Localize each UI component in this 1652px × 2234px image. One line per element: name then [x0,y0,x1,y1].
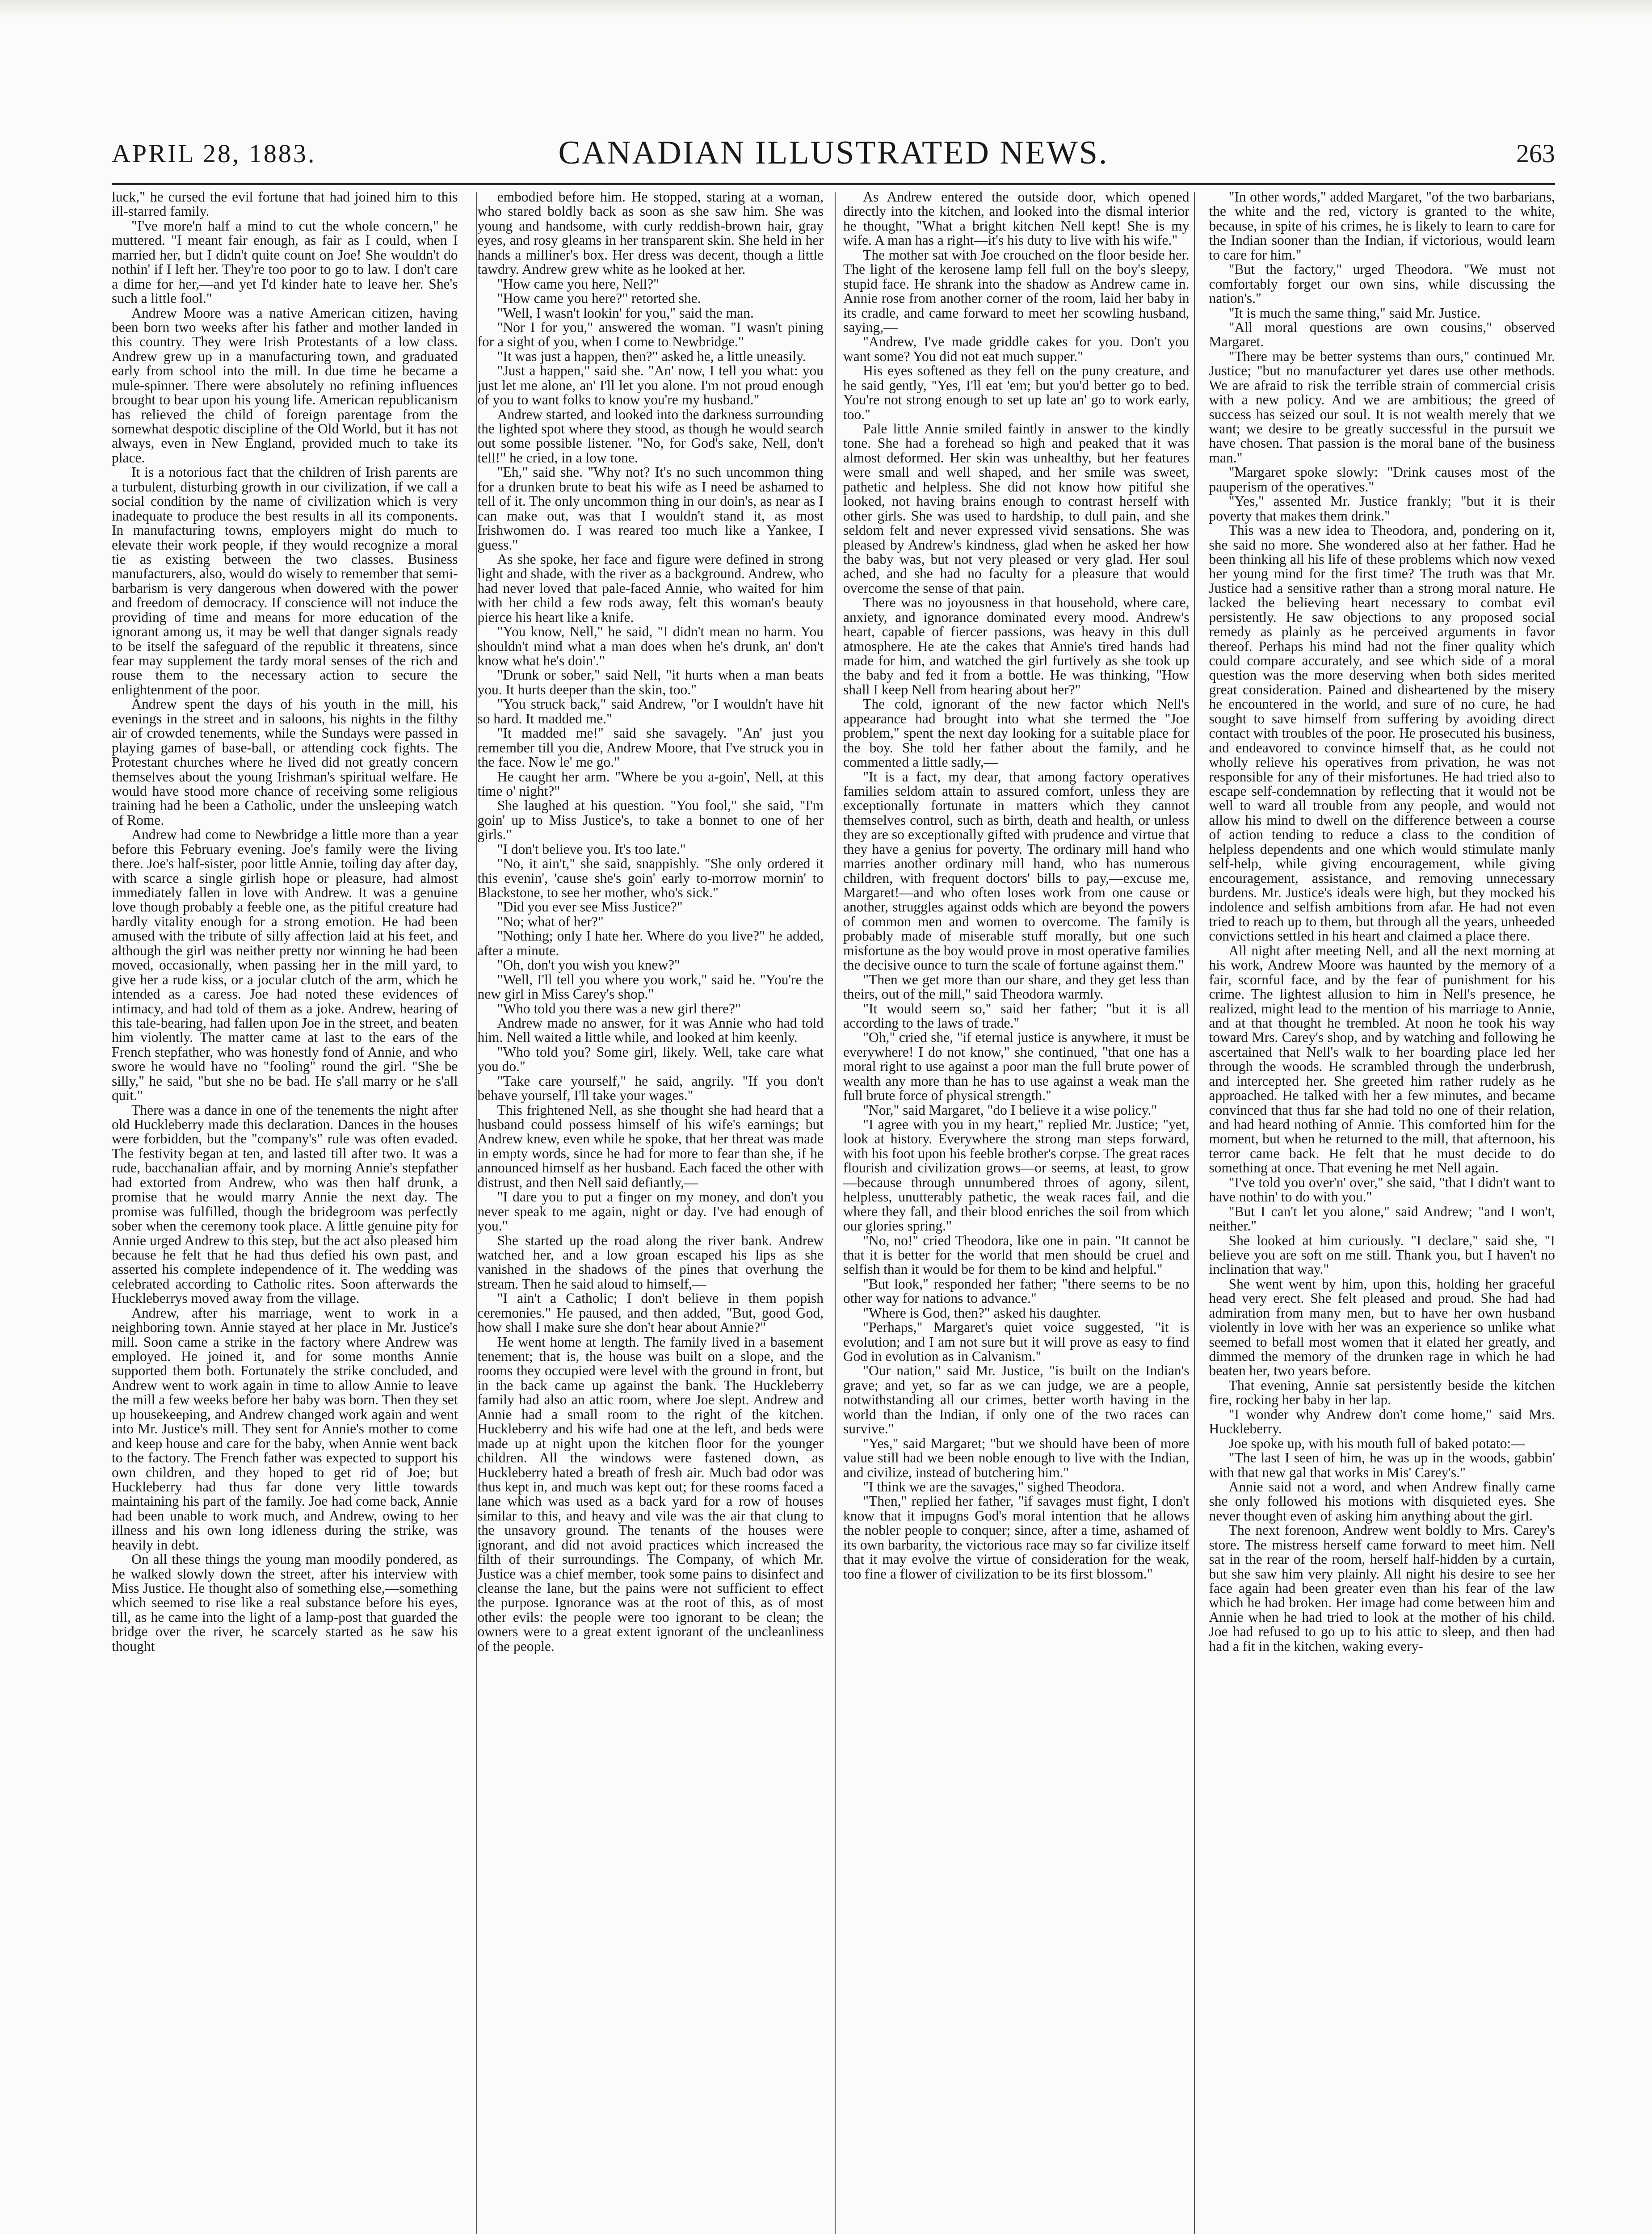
article-paragraph: "I agree with you in my heart," replied Mr. Justice; "yet, look at history. Everywhere the strong man steps forward, with his foot upon his feeble brother's corpse. The great races flourish and civilization grows—or seems, at least, to grow—because through unnumbered throes of agony, silent, helpless, unutterably pathetic, the weak races fail, and die where they fall, and their blood enriches the soil from which our glories spring." [843,1117,1190,1234]
article-paragraph: "You struck back," said Andrew, "or I wouldn't have hit so hard. It madded me." [477,696,824,726]
article-paragraph: "Drunk or sober," said Nell, "it hurts when a man beats you. It hurts deeper than the skin, too." [477,667,824,697]
article-paragraph: Annie said not a word, and when Andrew finally came she only followed his motions with disquieted eyes. She never thought even of asking him anything about the girl. [1209,1478,1555,1524]
article-paragraph: "It is much the same thing," said Mr. Justice. [1228,305,1481,321]
article-paragraph: She laughed at his question. "You fool," she said, "I'm goin' up to Miss Justice's, to take a bonnet to one of her girls." [477,798,824,843]
article-paragraph: "You know, Nell," he said, "I didn't mean no harm. You shouldn't mind what a man does when he's drunk, an' don't know what he's doin'." [477,624,824,668]
article-paragraph: This was a new idea to Theodora, and, pondering on it, she said no more. She wondered also at her father. Had he been thinking all his life of these problems which now vexed her young mind for the first time? The truth was that Mr. Justice had a sensitive rather than a strong moral nature. He lacked the believing heart necessary to combat evil persistently. He saw objections to any proposed social remedy as plainly as he perceived arguments in favor thereof. Perhaps his mind had not the finer quality which could compare accurately, and see which side of a moral question was the more deserving when both sides merited great consideration. Pained and disheartened by the misery he encountered in the world, and sure of no cure, he had sought to save himself from suffering by avoiding direct contact with troubles of the poor. He prosecuted his business, and endeavored to convince himself that, as he could not wholly relieve his operatives from privation, he was not responsible for any of their misfortunes. He had tried also to escape self-condemnation by reflecting that it would not be well to ward all trouble from any people, and would not allow his mind to dwell on the difference between a course of action tending to reduce a class to the condition of helpless dependents and one which would stimulate manly self-help, while giving encouragement, while giving encouragement, assistance, and removing unnecessary burdens. Mr. Justice's ideals were high, but they mocked his indolence and selfish ambitions from afar. He had not even tried to reach up to them, but through all the years, unheeded convictions settled in his heart and claimed a place there. [1209,522,1555,944]
article-paragraph: "I've more'n half a mind to cut the whole concern," he muttered. "I meant fair enough, as fair as I could, when I married her, but I didn't quite count on Joe! She wouldn't do nothin' if I left her. They're too poor to go to law. I don't care a dime for her,—and yet I'd kinder hate to leave her. She's such a little fool." [112,218,458,307]
article-paragraph: "Then we get more than our share, and they get less than theirs, out of the mill," said Theodora warmly. [843,971,1190,1002]
article-paragraph: That evening, Annie sat persistently beside the kitchen fire, rocking her baby in her lap. [1209,1377,1555,1408]
article-paragraph: "No, it ain't," she said, snappishly. "She only ordered it this evenin', 'cause she's goin' early to-morrow mornin' to Blackstone, to see her mother, who's sick." [477,856,824,900]
article-paragraph: "How came you here?" retorted she. [497,290,701,307]
article-paragraph: Andrew had come to Newbridge a little more than a year before this February evening. Joe's family were the living there. Joe's half-sister, poor little Annie, toiling day after day, with scarce a single girlish hope or pleasure, had almost immediately fallen in love with Andrew. It was a genuine love though probably a feeble one, as the pitiful creature had hardly vitality enough for a strong emotion. He had been amused with the tribute of silly affection laid at his feet, and although the girl was neither pretty nor winning he had been moved, occasionally, when passing her in the mill yard, to give her a rude kiss, or a jocular clutch of the arm, which he intended as a caress. Joe had noted these evidences of intimacy, and had told of them as a joke. Andrew, hearing of this tale-bearing, had fallen upon Joe in the street, and beaten him violently. The matter came at last to the ears of the French stepfather, who was honestly fond of Annie, and who swore he would have no "fooling" round the girl. "She be silly," he said, "but she no be bad. He s'all marry or he s'all quit." [112,827,458,1104]
article-paragraph: "Then," replied her father, "if savages must fight, I don't know that it impugns God's moral intention that he allows the nobler people to conquer; since, after a time, ashamed of its own barbarity, the victorious race may so far civilize itself that it may evolve the virtue of consideration for the weak, too fine a flower of civilization to be its first blossom." [843,1493,1190,1582]
article-paragraph: "Did you ever see Miss Justice?" [497,899,683,915]
masthead-title: CANADIAN ILLUSTRATED NEWS. [558,134,1109,171]
article-paragraph: "I wonder why Andrew don't come home," said Mrs. Huckleberry. [1209,1406,1555,1437]
article-paragraph: The next forenoon, Andrew went boldly to Mrs. Carey's store. The mistress herself came forward to meet him. Nell sat in the rear of the room, herself half-hidden by a curtain, but she saw him very plainly. All night his desire to see her face again had been greater even than his fear of the law which he had broken. Her image had come between him and Annie when he had tried to look at the mother of his child. Joe had refused to go up to his attic to sleep, and then had had a fit in the kitchen, waking every- [1209,1522,1555,1654]
article-paragraph: "Where is God, then?" asked his daughter. [863,1305,1101,1321]
article-paragraph: "I dare you to put a finger on my money, and don't you never speak to me again, night or day. I've had enough of you." [477,1189,824,1234]
article-paragraph: "Oh," cried she, "if eternal justice is anywhere, it must be everywhere! I do not know," she continued, "that one has a moral right to use against a poor man the full brute power of wealth any more than he has to use against a weak man the full brute force of physical strength." [843,1029,1190,1104]
article-paragraph: All night after meeting Nell, and all the next morning at his work, Andrew Moore was haunted by the memory of a fair, scornful face, and by the fear of punishment for his crime. The lightest allusion to him in Nell's presence, he realized, might lead to the mention of his marriage to Annie, and at that thought he trembled. At noon he took his way toward Mrs. Carey's shop, and by watching and following he ascertained that Nell's walk to her boarding place led her through the woods. He scrambled through the underbrush, and intercepted her. She greeted him rather rudely as he approached. He talked with her a few minutes, and became convinced that thus far she had told no one of their relation, and had heard nothing of Annie. This comforted him for the moment, but when he returned to the mill, that afternoon, his terror came back. He felt that he must decide to do something at once. That evening he met Nell again. [1209,942,1555,1176]
article-paragraph: Andrew made no answer, for it was Annie who had told him. Nell waited a little while, and looked at him keenly. [477,1015,824,1046]
scan-edge [0,0,1652,18]
article-paragraph: "Nothing; only I hate her. Where do you live?" he added, after a minute. [477,928,824,958]
article-paragraph: "Well, I'll tell you where you work," said he. "You're the new girl in Miss Carey's shop." [477,971,824,1002]
article-paragraph: On all these things the young man moodily pondered, as he walked slowly down the street, after his interview with Miss Justice. He thought also of something else,—something which seemed to rise like a real substance before his eyes, till, as he came into the light of a lamp-post that guarded the bridge over the river, he scarcely started as he saw his thought [112,1551,458,1654]
article-paragraph: "Nor," said Margaret, "do I believe it a wise policy." [863,1102,1157,1118]
article-paragraph: "No; what of her?" [497,913,604,929]
article-paragraph: He caught her arm. "Where be you a-goin', Nell, at this time o' night?" [477,768,824,799]
article-paragraph: "Take care yourself," he said, angrily. "If you don't behave yourself, I'll take your wages." [477,1073,824,1104]
article-paragraph: luck," he cursed the evil fortune that had joined him to this ill-starred family. [112,190,458,219]
article-paragraph: As she spoke, her face and figure were defined in strong light and shade, with the river as a background. Andrew, who had never loved that pale-faced Annie, who waited for him with her child a few rods away, felt this woman's beauty pierce his heart like a knife. [477,551,824,625]
article-paragraph: "But look," responded her father; "there seems to be no other way for nations to advance." [843,1276,1190,1306]
article-paragraph: "Nor I for you," answered the woman. "I wasn't pining for a sight of you, when I come to Newbridge." [477,319,824,350]
article-paragraph: "But I can't let you alone," said Andrew; "and I won't, neither." [1209,1203,1555,1234]
article-paragraph: "It is a fact, my dear, that among factory operatives families seldom attain to assured comfort, unless they are exceptionally fortunate in matters which they cannot themselves control, such as birth, death and health, or unless they are so exceptionally gifted with prudence and virtue that they have a genius for poverty. The ordinary mill hand who marries another ordinary mill hand, who has numerous children, with frequent doctors' bills to pay,—excuse me, Margaret!—and who often loses work from one cause or another, struggles against odds which are beyond the powers of common men and women to overcome. The family is probably made of miserable stuff morally, but one such misfortune as the boy would prove in most operative families the decisive ounce to turn the scale of fortune against them." [843,768,1190,973]
article-paragraph: "Margaret spoke slowly: "Drink causes most of the pauperism of the operatives." [1209,464,1555,495]
article-paragraph: "All moral questions are own cousins," observed Margaret. [1209,319,1555,350]
article-paragraph: "Well, I wasn't lookin' for you," said the man. [497,305,754,321]
article-paragraph: Joe spoke up, with his mouth full of baked potato:— [1228,1435,1525,1451]
text-column-1 [112,190,458,2234]
article-paragraph: "Andrew, I've made griddle cakes for you. Don't you want some? You did not eat much supper." [843,334,1190,364]
article-paragraph: Andrew started, and looked into the darkness surrounding the lighted spot where they stood, as though he would search out some possible listener. "No, for God's sake, Nell, don't tell!" he cried, in a low tone. [477,406,824,466]
article-paragraph: "Yes," assented Mr. Justice frankly; "but it is their poverty that makes them drink." [1209,493,1555,524]
page-header [112,130,1555,183]
article-paragraph: There was a dance in one of the tenements the night after old Huckleberry made this declaration. Dances in the houses were forbidden, but the "company's" rule was often evaded. The festivity began at ten, and lasted till after two. It was a rude, bacchanalian affair, and by morning Annie's stepfather had extorted from Andrew, who was then half drunk, a promise that he would marry Annie the next day. The promise was fulfilled, though the bridegroom was perfectly sober when the ceremony took place. A little genuine pity for Annie urged Andrew to this step, but the act also pleased him because he felt that he had thus defied his own past, and asserted his complete independence of it. The wedding was celebrated according to Catholic rites. Soon afterwards the Huckleberrys moved away from the village. [112,1102,458,1306]
article-paragraph: "It would seem so," said her father; "but it is all according to the laws of trade." [843,1000,1190,1031]
article-paragraph: "No, no!" cried Theodora, like one in pain. "It cannot be that it is better for the world that men should be cruel and selfish than it would be for them to be kind and helpful." [843,1232,1190,1277]
article-paragraph: There was no joyousness in that household, where care, anxiety, and ignorance dominated every mood. Andrew's heart, capable of fiercer passions, was heavy in this dull atmosphere. He ate the cakes that Annie's tired hands had made for him, and watched the girl furtively as she took up the baby and fed it from a bottle. He was thinking, "How shall I keep Nell from hearing about her?" [843,595,1190,697]
article-paragraph: Andrew Moore was a native American citizen, having been born two weeks after his father and mother landed in this country. They were Irish Protestants of a low class. Andrew grew up in a manufacturing town, and graduated early from school into the mill. In due time he became a mule-spinner. There were absolutely no refining influences brought to bear upon his young life. American republicanism has relieved the child of foreign parentage from the somewhat despotic discipline of the Old World, but it has not always, even in New England, provided much to take its place. [112,305,458,466]
article-paragraph: She looked at him curiously. "I declare," said she, "I believe you are soft on me still. Thank you, but I haven't no inclination that way." [1209,1232,1555,1277]
article-paragraph: "Perhaps," Margaret's quiet voice suggested, "it is evolution; and I am not sure but it will prove as easy to find God in evolution as in Calvanism." [843,1319,1190,1364]
issue-date: APRIL 28, 1883. [112,139,316,168]
article-paragraph: "I've told you over'n' over," she said, "that I didn't want to have nothin' to do with you." [1209,1174,1555,1205]
article-paragraph: "I don't believe you. It's too late." [497,841,686,857]
article-paragraph: "In other words," added Margaret, "of the two barbarians, the white and the red, victory is granted to the white, because, in spite of his crimes, he is likely to learn to care for the Indian sooner than the Indian, if victorious, would learn to care for him." [1209,190,1555,263]
article-paragraph: "I think we are the savages," sighed Theodora. [863,1478,1125,1495]
article-paragraph: Andrew, after his marriage, went to work in a neighboring town. Annie stayed at her place in Mr. Justice's mill. Soon came a strike in the factory where Andrew was employed. He joined it, and for some months Annie supported them both. Fortunately the strike concluded, and Andrew went to work again in time to allow Annie to leave the mill a few weeks before her baby was born. Then they set up housekeeping, and Andrew changed work again and went into Mr. Justice's mill. They sent for Annie's mother to come and keep house and care for the baby, when Annie went back to the factory. The French father was expected to support his own children, and they hoped to get rid of Joe; but Huckleberry had thus far done very little towards maintaining his part of the family. Joe had come back, Annie had been unable to work much, and Andrew, owing to her illness and his own long idleness during the strike, was heavily in debt. [112,1305,458,1553]
article-paragraph: As Andrew entered the outside door, which opened directly into the kitchen, and looked into the dismal interior he thought, "What a bright kitchen Nell kept! She is my wife. A man has a right—it's his duty to live with his wife." [843,190,1190,248]
article-paragraph: "Oh, don't you wish you knew?" [497,957,680,973]
text-column-4 [1209,190,1555,2234]
page-number: 263 [1516,139,1555,168]
article-paragraph: "Who told you there was a new girl there?" [497,1000,741,1016]
article-paragraph: "Our nation," said Mr. Justice, "is built on the Indian's grave; and yet, so far as we can judge, we are a people, notwithstanding all our crimes, better worth having in the world than the Indian, if only one of the two races can survive." [843,1363,1190,1437]
article-paragraph: His eyes softened as they fell on the puny creature, and he said gently, "Yes, I'll eat 'em; but you'd better go to bed. You're not strong enough to set up late an' go to work early, too." [843,363,1190,422]
article-paragraph: The mother sat with Joe crouched on the floor beside her. The light of the kerosene lamp fell full on the boy's sleepy, stupid face. He shrank into the shadow as Andrew came in. Annie rose from another corner of the room, laid her baby in its cradle, and came forward to meet her scowling husband, saying,— [843,247,1190,335]
article-paragraph: "Who told you? Some girl, likely. Well, take care what you do." [477,1044,824,1075]
header-rule [112,183,1555,185]
article-paragraph: Pale little Annie smiled faintly in answer to the kindly tone. She had a forehead so high and peaked that it was almost deformed. Her skin was unhealthy, but her features were small and well shaped, and her smile was sweet, pathetic and helpless. She did not know how pitiful she looked, not having brains enough to contrast herself with other girls. She was used to hardship, to dull pain, and she seldom felt and never expressed vivid sensations. She was pleased by Andrew's kindness, glad when he asked her how the baby was, but not very pleased or very glad. Her soul ached, and she had no faculty for a pleasure that would overcome the sense of that pain. [843,421,1190,596]
article-paragraph: "It madded me!" said she savagely. "An' just you remember till you die, Andrew Moore, that I've struck you in the face. Now le' me go." [477,725,824,770]
article-columns [112,190,1555,2234]
article-paragraph: embodied before him. He stopped, staring at a woman, who stared boldly back as soon as she saw him. She was young and handsome, with curly reddish-brown hair, gray eyes, and rosy gleams in her transparent skin. She held in her hands a milliner's box. Her dress was decent, though a little tawdry. Andrew grew white as he looked at her. [477,190,824,277]
text-column-2 [478,190,824,2234]
text-column-3 [843,190,1190,2234]
article-paragraph: "Just a happen," said she. "An' now, I tell you what: you just let me alone, an' I'll let you alone. I'm not proud enough of you to want folks to know you're my husband." [477,363,824,408]
article-paragraph: This frightened Nell, as she thought she had heard that a husband could possess himself of his wife's earnings; but Andrew knew, even while he spoke, that her threat was made in empty words, since he had for more to fear than she, if he announced himself as her husband. Each faced the other with distrust, and then Nell said defiantly,— [477,1102,824,1190]
article-paragraph: "But the factory," urged Theodora. "We must not comfortably forget our own sins, while discussing the nation's." [1209,261,1555,307]
article-paragraph: She went went by him, upon this, holding her graceful head very erect. She felt pleased and proud. She had had admiration from many men, but to have her own husband violently in love with her was an experience so unlike what seemed to befall most women that it elated her greatly, and dimmed the memory of the drunken rage in which he had beaten her, two years before. [1209,1276,1555,1379]
article-paragraph: She started up the road along the river bank. Andrew watched her, and a low groan escaped his lips as she vanished in the shadows of the pines that overhung the stream. Then he said aloud to himself,— [477,1232,824,1292]
article-paragraph: It is a notorious fact that the children of Irish parents are a turbulent, disturbing growth in our civilization, if we call a social condition by the name of civilization which is very inadequate to produce the best results in all its components. In manufacturing towns, employers might do much to elevate their work people, if they would recognize a moral tie as existing between the two classes. Business manufacturers, also, would do wisely to remember that semi-barbarism is very dangerous when dowered with the power and freedom of democracy. If conscience will not induce the providing of time and means for more education of the ignorant among us, it may be well that danger signals ready to be itself the safeguard of the republic it threatens, since fear may supplement the tardy moral senses of the rich and rouse them to the necessary action to secure the enlightenment of the poor. [112,464,458,697]
article-paragraph: The cold, ignorant of the new factor which Nell's appearance had brought into what she termed the "Joe problem," spent the next day looking for a suitable place for the boy. She told her father about the family, and he commented a little sadly,— [843,696,1190,770]
article-paragraph: "Yes," said Margaret; "but we should have been of more value still had we been noble enough to live with the Indian, and civilize, instead of butchering him." [843,1435,1190,1480]
article-paragraph: "How came you here, Nell?" [497,276,660,292]
article-paragraph: Andrew spent the days of his youth in the mill, his evenings in the street and in saloons, his nights in the filthy air of crowded tenements, while the Sundays were passed in playing games of base-ball, or attending cock fights. The Protestant churches where he lived did not greatly concern themselves about the young Irishman's spiritual welfare. He would have stood more chance of receiving some religious training had he been a Catholic, under the unsleeping watch of Rome. [112,696,458,828]
article-paragraph: "It was just a happen, then?" asked he, a little uneasily. [497,348,806,364]
article-paragraph: He went home at length. The family lived in a basement tenement; that is, the house was built on a slope, and the rooms they occupied were level with the ground in front, but in the back came up against the bank. The Huckleberry family had also an attic room, where Joe slept. Andrew and Annie had a small room to the right of the kitchen. Huckleberry and his wife had one at the left, and beds were made up at night upon the kitchen floor for the younger children. All the windows were fastened down, as Huckleberry hated a breath of fresh air. Much bad odor was thus kept in, and much was kept out; for these rooms faced a lane which was used as a back yard for a row of houses similar to this, and heavy and vile was the air that clung to the unsavory ground. The tenants of the houses were ignorant, and did not avoid practices which increased the filth of their surroundings. The Company, of which Mr. Justice was a chief member, took some pains to disinfect and cleanse the lane, but the pains were not sufficient to effect the purpose. Ignorance was at the root of this, as of most other evils: the people were too ignorant to be clean; the owners were to a great extent ignorant of the uncleanliness of the people. [477,1334,824,1654]
article-paragraph: "The last I seen of him, he was up in the woods, gabbin' with that new gal that works in Mis' Carey's." [1209,1450,1555,1480]
article-paragraph: "I ain't a Catholic; I don't believe in them popish ceremonies." He paused, and then added, "But, good God, how shall I make sure she don't hear about Annie?" [477,1290,824,1335]
article-paragraph: "There may be better systems than ours," continued Mr. Justice; "but no manufacturer yet dares use other methods. We are afraid to risk the terrible strain of commercial crisis with a new policy. And we are ambitious; the greed of success has seized our soul. It is not wealth merely that we want; we desire to be greatly successful in the pursuit we have chosen. That passion is the moral bane of the business man." [1209,348,1555,466]
article-paragraph: "Eh," said she. "Why not? It's no such uncommon thing for a drunken brute to beat his wife as I need be ashamed to tell of it. The only uncommon thing in our doin's, as near as I can make out, was that I wouldn't stand it, as most Irishwomen do. I was reared too much like a Yankee, I guess." [477,464,824,553]
